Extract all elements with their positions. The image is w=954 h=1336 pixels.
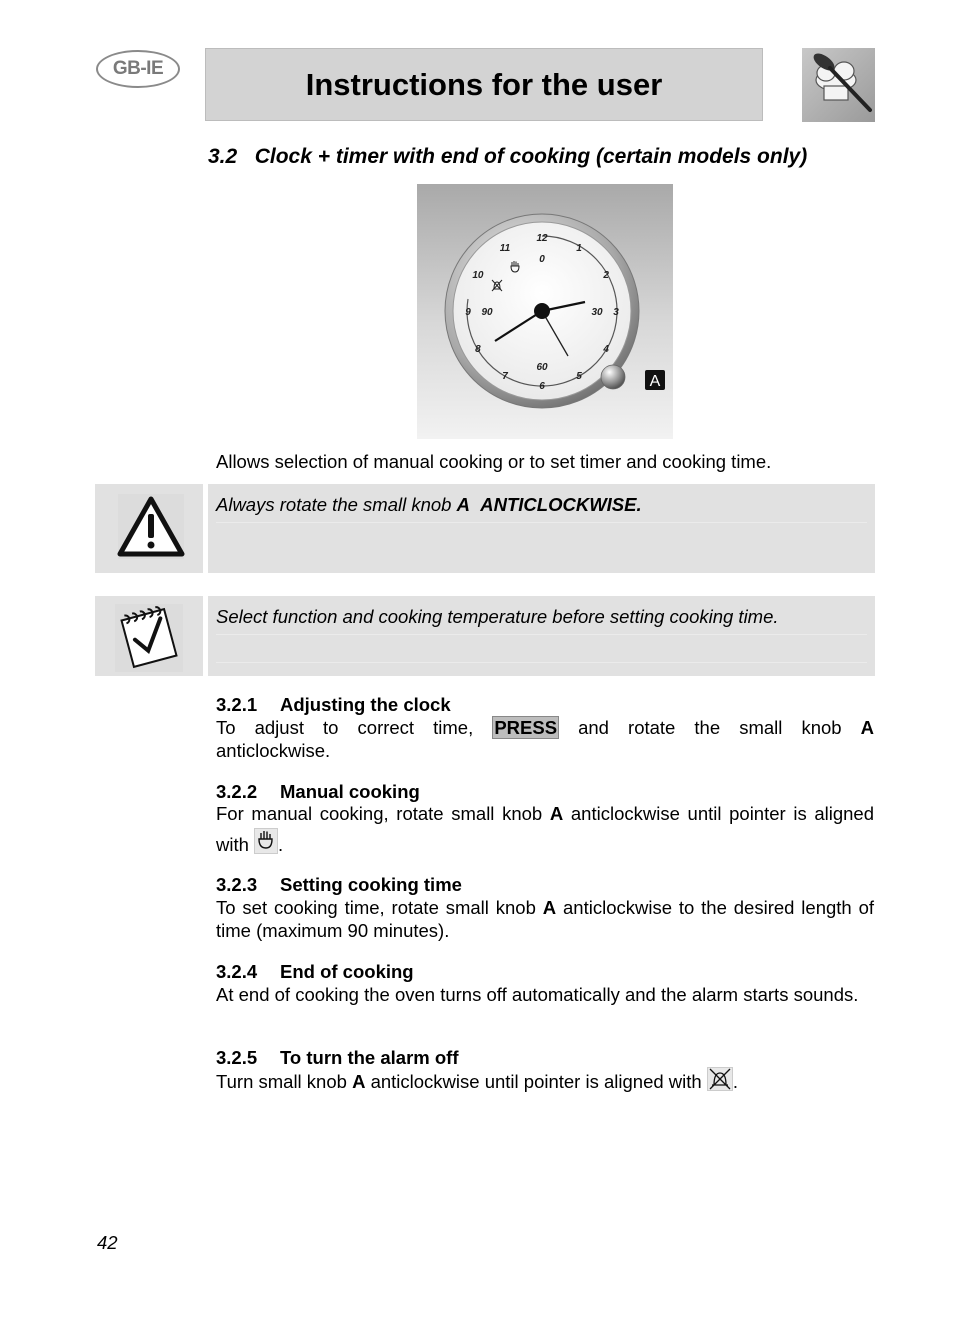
subsection-number: 3.2.5: [216, 1047, 258, 1068]
hour-number: 9: [465, 307, 471, 318]
subsection-adjusting-clock: [216, 693, 874, 762]
text-part: Turn small knob: [216, 1071, 347, 1092]
warning-note-body: [208, 484, 875, 573]
text-part: and rotate the small knob: [578, 717, 842, 738]
hour-number: 10: [472, 270, 484, 281]
info-note: [95, 596, 875, 676]
warning-note: [95, 484, 875, 573]
minute-label: 90: [481, 307, 493, 318]
warning-text-emphasis: ANTICLOCKWISE.: [480, 494, 642, 515]
clock-timer-figure: [417, 184, 673, 439]
subsection-heading: [216, 960, 874, 983]
text-part: anticlockwise.: [216, 740, 331, 761]
hour-number: 6: [539, 381, 545, 392]
subsection-number: 3.2.3: [216, 874, 258, 895]
section-number: 3.2: [208, 145, 238, 168]
warning-triangle-icon: [95, 484, 203, 573]
subsection-end-of-cooking: [216, 960, 874, 1006]
text-part: anticlockwise to the desired length of time (maximum 90 minutes).: [216, 897, 875, 941]
manual-hand-icon: [254, 828, 278, 854]
info-icon-cell: [95, 596, 203, 676]
chef-hat-spoon-icon: [802, 48, 875, 122]
subsection-title: Manual cooking: [280, 781, 420, 802]
hour-number: 2: [603, 270, 609, 281]
subsection-text: [216, 716, 874, 739]
subsection-heading: [216, 693, 874, 716]
subsection-text: [216, 1066, 874, 1098]
knob-label: A: [649, 373, 661, 390]
subsection-number: 3.2.2: [216, 781, 258, 802]
subsection-number: 3.2.4: [216, 961, 258, 982]
warning-note-text: [216, 494, 642, 516]
minute-label: 30: [591, 307, 603, 318]
page-number: 42: [97, 1232, 118, 1253]
subsection-text-cont: [216, 739, 874, 762]
knob-letter: A: [542, 897, 557, 918]
subsection-text: [216, 983, 874, 1006]
note-divider: [216, 662, 867, 663]
subsection-manual-cooking: [216, 780, 874, 859]
press-label: PRESS: [494, 717, 558, 738]
header-bar: [205, 48, 763, 121]
text-part: To set cooking time, rotate small knob: [216, 897, 536, 918]
text-part: At end of cooking the oven turns off automatically and the alarm starts sounds.: [216, 984, 859, 1005]
subsection-alarm-off: [216, 1046, 874, 1098]
minute-label: 0: [539, 254, 545, 265]
text-part: .: [278, 834, 284, 855]
info-note-text: Select function and cooking temperature before setting cooking time.: [216, 606, 779, 627]
note-divider: [216, 634, 867, 635]
subsection-title: To turn the alarm off: [280, 1047, 459, 1068]
subsection-text: [216, 896, 874, 942]
text-part: .: [732, 1071, 738, 1092]
knob-letter: A: [549, 803, 564, 824]
subsection-title: End of cooking: [280, 961, 414, 982]
page-title: Instructions for the user: [305, 66, 663, 102]
hour-number: 7: [502, 371, 508, 383]
section-title: [208, 145, 807, 169]
subsection-number: 3.2.1: [216, 694, 258, 715]
warning-icon-cell: [95, 484, 203, 573]
text-part: anticlockwise until pointer is aligned with: [370, 1071, 702, 1092]
info-note-body: [208, 596, 875, 676]
intro-text: Allows selection of manual cooking or to set timer and cooking time.: [216, 451, 772, 472]
section-title-text: Clock + timer with end of cooking (certain models only): [254, 145, 808, 168]
subsection-title: Setting cooking time: [280, 874, 462, 895]
warning-text-before: Always rotate the small knob: [216, 494, 452, 515]
hour-number: 5: [576, 371, 582, 383]
hour-number: 3: [613, 307, 619, 318]
hour-number: 1: [576, 242, 582, 254]
subsection-title: Adjusting the clock: [280, 694, 451, 715]
subsection-text: [216, 800, 874, 859]
alarm-off-bell-icon: [707, 1067, 733, 1091]
text-part: For manual cooking, rotate small knob: [216, 803, 543, 824]
country-badge: GB-IE: [96, 50, 180, 88]
minute-label: 60: [536, 362, 548, 373]
hour-number: 11: [499, 242, 511, 254]
hour-number: 8: [475, 344, 481, 355]
warning-knob-letter: A: [456, 494, 470, 515]
notepad-check-icon: [95, 596, 203, 676]
text-part: To adjust to correct time,: [216, 717, 474, 738]
knob-letter: A: [352, 1071, 366, 1092]
text-part: anticlockwise until pointer is aligned with: [216, 803, 875, 855]
hour-number: 12: [536, 233, 548, 244]
subsection-heading: [216, 873, 874, 896]
hour-number: 4: [603, 344, 609, 355]
note-divider: [216, 522, 867, 523]
subsection-setting-cooking-time: [216, 873, 874, 942]
knob-letter: A: [860, 717, 875, 738]
